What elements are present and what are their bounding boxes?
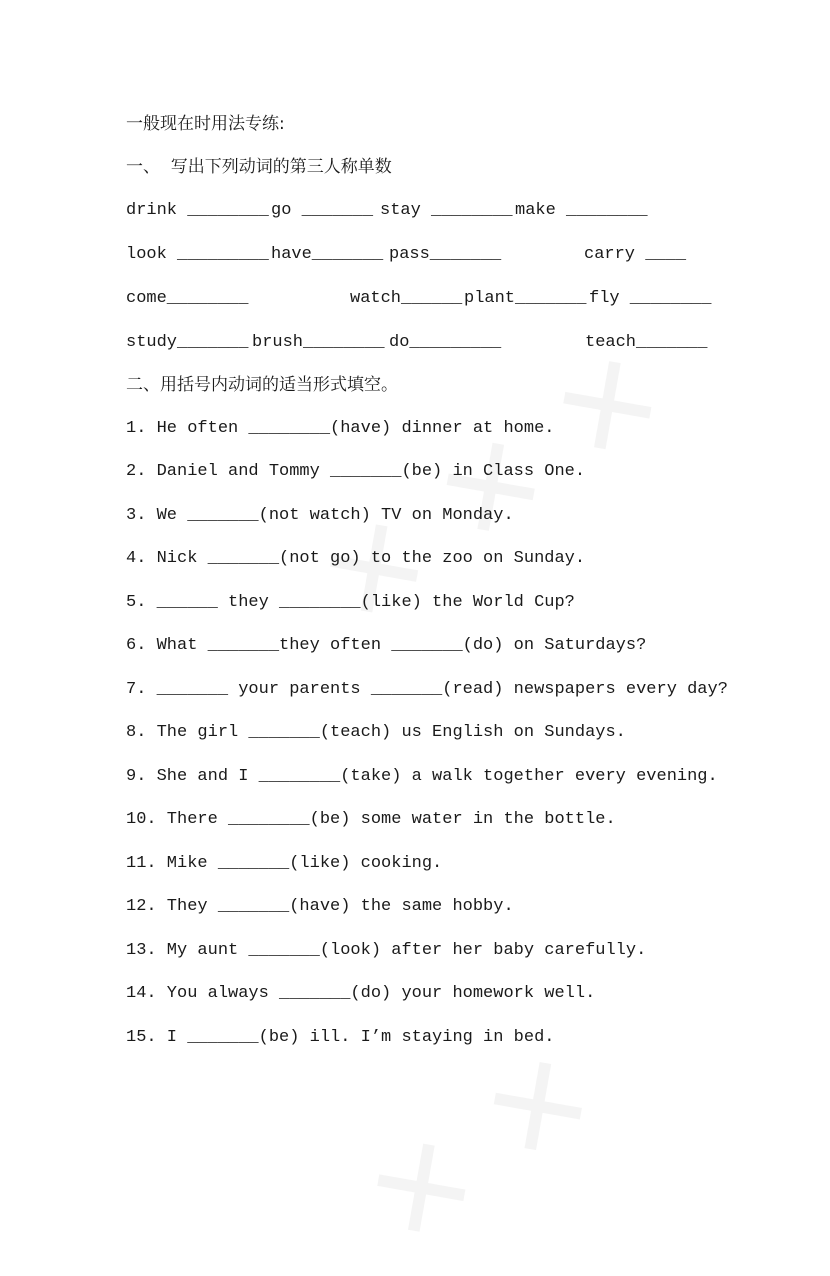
- verb-cell: have_______: [271, 245, 384, 264]
- verb-cell: plant_______: [464, 289, 587, 308]
- exercise-item: 10. There ________(be) some water in the bottle.: [126, 810, 616, 829]
- verb-cell: go _______: [271, 201, 374, 220]
- exercise-item: 4. Nick _______(not go) to the zoo on Sunday.: [126, 549, 586, 568]
- verb-cell: fly ________: [589, 289, 712, 308]
- exercise-item: 1. He often ________(have) dinner at home.: [126, 419, 555, 438]
- verb-cell: stay ________: [380, 201, 513, 220]
- exercise-item: 8. The girl _______(teach) us English on Sundays.: [126, 723, 626, 742]
- section1-heading: 一、 写出下列动词的第三人称单数: [126, 157, 392, 177]
- worksheet-title: 一般现在时用法专练:: [126, 114, 285, 134]
- exercise-item: 14. You always _______(do) your homework well.: [126, 984, 596, 1003]
- verb-cell: study_______: [126, 333, 249, 352]
- verb-cell: come________: [126, 289, 249, 308]
- section2-heading: 二、用括号内动词的适当形式填空。: [126, 375, 398, 395]
- verb-cell: carry ____: [584, 245, 687, 264]
- verb-cell: make ________: [515, 201, 648, 220]
- watermark: [342, 1023, 621, 1276]
- exercise-item: 7. _______ your parents _______(read) newspapers every day?: [126, 680, 728, 699]
- verb-cell: teach_______: [585, 333, 708, 352]
- exercise-item: 2. Daniel and Tommy _______(be) in Class One.: [126, 462, 586, 481]
- exercise-item: 5. ______ they ________(like) the World Cup?: [126, 593, 575, 612]
- exercise-item: 6. What _______they often _______(do) on Saturdays?: [126, 636, 647, 655]
- verb-cell: do_________: [389, 333, 502, 352]
- verb-cell: look _________: [126, 245, 269, 264]
- verb-cell: drink ________: [126, 201, 269, 220]
- exercise-item: 9. She and I ________(take) a walk together every evening.: [126, 767, 718, 786]
- exercise-item: 3. We _______(not watch) TV on Monday.: [126, 506, 514, 525]
- verb-cell: pass_______: [389, 245, 502, 264]
- verb-cell: watch______: [350, 289, 463, 308]
- exercise-item: 13. My aunt _______(look) after her baby carefully.: [126, 941, 647, 960]
- exercise-item: 11. Mike _______(like) cooking.: [126, 854, 443, 873]
- exercise-item: 15. I _______(be) ill. I’m staying in bed.: [126, 1028, 555, 1047]
- exercise-item: 12. They _______(have) the same hobby.: [126, 897, 514, 916]
- verb-cell: brush________: [252, 333, 385, 352]
